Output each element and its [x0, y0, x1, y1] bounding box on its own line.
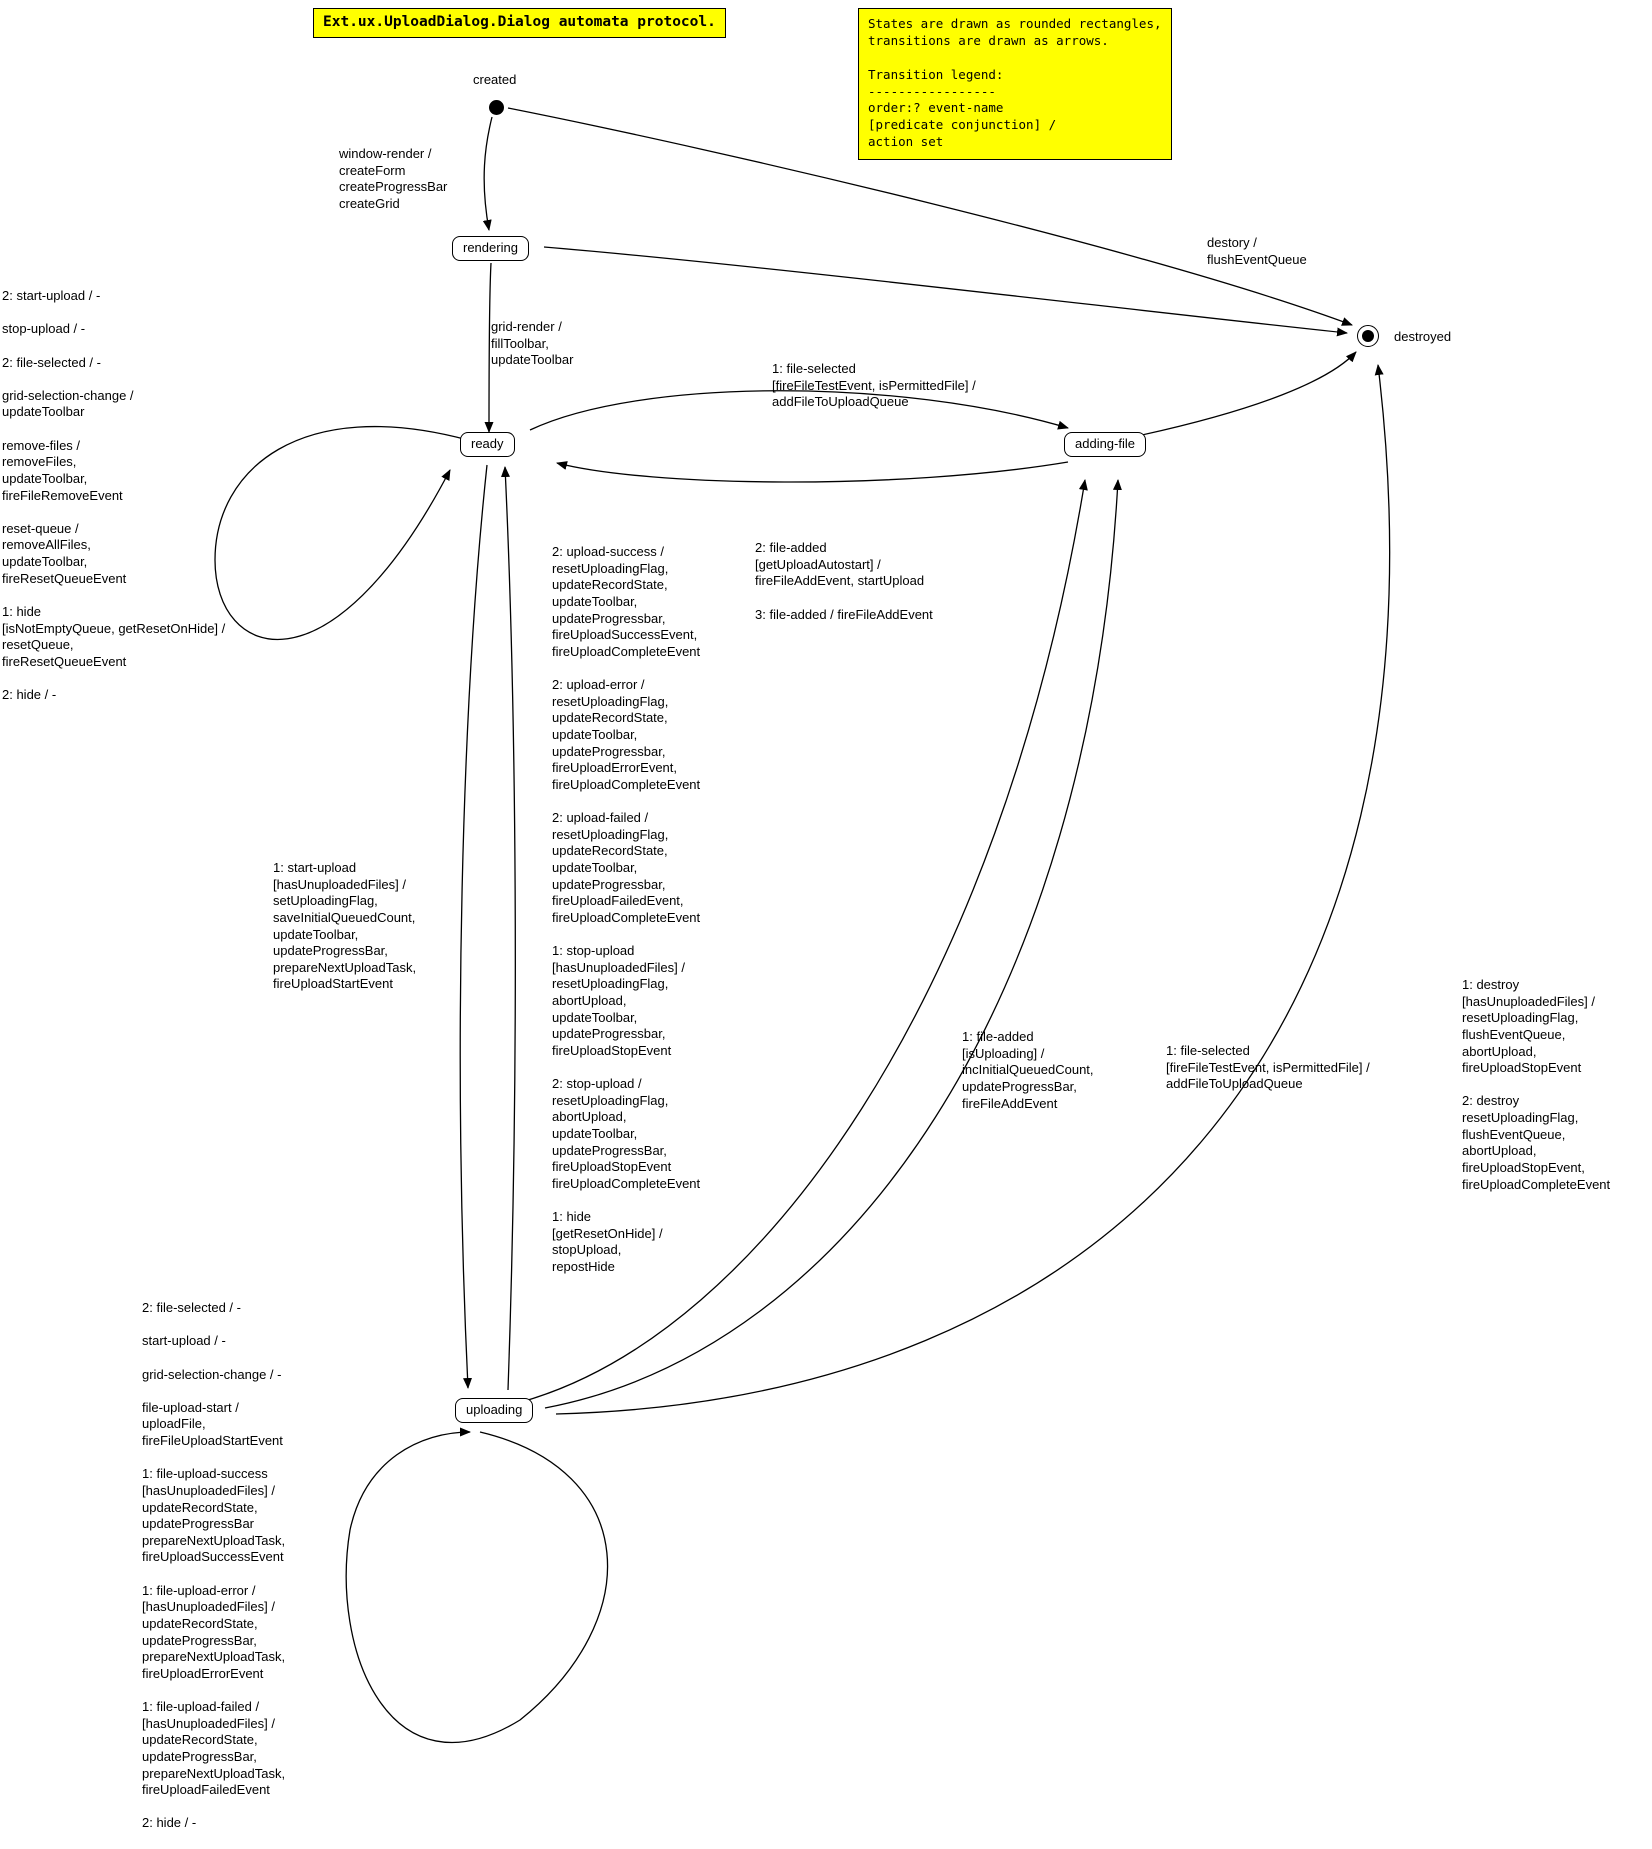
state-label-destroyed: destroyed	[1394, 329, 1452, 344]
final-state-inner-dot	[1362, 330, 1374, 342]
state-ready[interactable]: ready	[460, 432, 515, 457]
state-uploading[interactable]: uploading	[455, 1398, 533, 1423]
transition-label-uploading-addingfile-file-selected: 1: file-selected [fireFileTestEvent, isPermittedFile] / addFileToUploadQueue	[1166, 1043, 1370, 1092]
state-rendering[interactable]: rendering	[452, 236, 529, 261]
transition-label-rendering-destroyed: destory / flushEventQueue	[1207, 235, 1307, 267]
transition-label-ready-uploading: 1: start-upload [hasUnuploadedFiles] / setUploadingFlag, saveInitialQueuedCount, updateToolbar, updateProgressBar, prepareNextUploadTask, fireUploadStartEvent	[273, 860, 417, 992]
transition-label-addingfile-ready: 2: file-added [getUploadAutostart] / fireFileAddEvent, startUpload 3: file-added / fireFileAddEvent	[755, 540, 933, 622]
state-label-created: created	[473, 72, 517, 87]
diagram-legend: States are drawn as rounded rectangles, transitions are drawn as arrows. Transition legend: ----------------- order:? event-name [predicate conjunction] / action set	[858, 8, 1172, 160]
diagram-title: Ext.ux.UploadDialog.Dialog automata protocol.	[313, 8, 726, 38]
initial-state-node	[489, 100, 504, 115]
state-adding-file[interactable]: adding-file	[1064, 432, 1146, 457]
transition-label-uploading-ready: 2: upload-success / resetUploadingFlag, updateRecordState, updateToolbar, updateProgressbar, fireUploadSuccessEvent, fireUploadCompleteEvent 2: upload-error / resetUploadingFlag, updateRecordState, updateToolbar, updateProgressbar, fireUploadErrorEvent, fireUploadCompleteEvent 2: upload-failed / resetUploadingFlag, updateRecordState, updateToolbar, updateProgressbar, fireUploadFailedEvent, fireUploadCompleteEvent 1: stop-upload [hasUnuploadedFiles] / resetUploadingFlag, abortUpload, updateToolbar, updateProgressbar, fireUploadStopEvent 2: stop-upload / resetUploadingFlag, abortUpload, updateToolbar, updateProgressBar, fireUploadStopEvent fireUploadCompleteEvent 1: hide [getResetOnHide] / stopUpload, repostHide	[552, 544, 701, 1274]
transition-label-rendering-ready: grid-render / fillToolbar, updateToolbar	[491, 319, 574, 368]
transition-label-uploading-addingfile-file-added: 1: file-added [isUploading] / incInitialQueuedCount, updateProgressBar, fireFileAddEvent	[962, 1029, 1094, 1111]
self-transition-label-ready: 2: start-upload / - stop-upload / - 2: file-selected / - grid-selection-change / updateToolbar remove-files / removeFiles, updateToolbar, fireFileRemoveEvent reset-queue / removeAllFiles, updateToolbar, fireResetQueueEvent 1: hide [isNotEmptyQueue, getResetOnHide] / resetQueue, fireResetQueueEvent 2: hide / -	[2, 288, 226, 702]
transition-label-ready-addingfile: 1: file-selected [fireFileTestEvent, isPermittedFile] / addFileToUploadQueue	[772, 361, 976, 410]
transition-label-created-rendering: window-render / createForm createProgressBar createGrid	[339, 146, 448, 211]
self-transition-label-uploading: 2: file-selected / - start-upload / - grid-selection-change / - file-upload-start / uploadFile, fireFileUploadStartEvent 1: file-upload-success [hasUnuploadedFiles] / updateRecordState, updateProgressBar prepareNextUploadTask, fireUploadSuccessEvent 1: file-upload-error / [hasUnuploadedFiles] / updateRecordState, updateProgressBar, prepareNextUploadTask, fireUploadErrorEvent 1: file-upload-failed / [hasUnuploadedFiles] / updateRecordState, updateProgressBar, prepareNextUploadTask, fireUploadFailedEvent 2: hide / -	[142, 1300, 286, 1831]
transition-label-uploading-destroyed: 1: destroy [hasUnuploadedFiles] / resetUploadingFlag, flushEventQueue, abortUpload, fireUploadStopEvent 2: destroy resetUploadingFlag, flushEventQueue, abortUpload, fireUploadStopEvent, fireUploadCompleteEvent	[1462, 977, 1611, 1192]
